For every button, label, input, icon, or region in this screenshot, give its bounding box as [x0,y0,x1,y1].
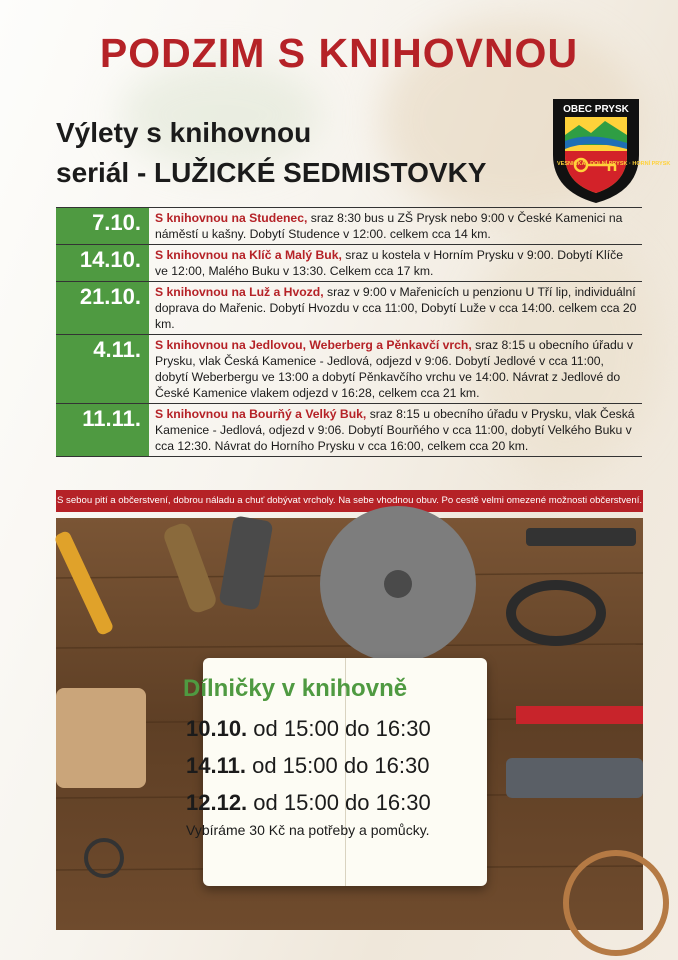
workshop-time: od 15:00 do 16:30 [253,790,431,815]
logo-ring-text: VESNIČKA · DOLNÍ PRYSK · HORNÍ PRYSK [557,161,671,167]
trip-details: sraz u kostela v Horním Prysku v 9:00. Dobytí Klíče ve 12:00, Malého Buku v 13:30. Celkem cca 17 km. [155,248,624,278]
trip-date: 7.10. [56,208,149,244]
workshop-session [186,753,429,779]
workshop-session [186,716,431,742]
trip-description [149,208,642,244]
trip-title: S knihovnou na Studenec, [155,211,308,225]
notice-bar: S sebou pití a občerstvení, dobrou náladu a chuť dobývat vrcholy. Na sebe vhodnou obuv. Po cestě velmi omezené možnosti občerstvení. [56,490,643,512]
chisel [526,528,636,546]
trip-title: S knihovnou na Luž a Hvozd, [155,285,324,299]
trip-date: 4.11. [56,335,149,403]
workshop-session [186,790,431,816]
trip-title: S knihovnou na Jedlovou, Weberberg a Pěnkavčí vrch, [155,338,472,352]
trip-date: 11.11. [56,404,149,456]
trip-title: S knihovnou na Bourňý a Velký Buk, [155,407,367,421]
obec-prysk-coat-of-arms-logo [549,95,671,207]
poster-title: PODZIM S KNIHOVNOU [99,30,579,76]
trip-date: 14.10. [56,245,149,281]
trip-row [56,335,642,404]
workshop-date: 10.10. [186,716,248,741]
trip-details: sraz v 9:00 v Mařenicích u penzionu U Tří lip, individuální doprava do Mařenic. Dobytí Hvozdu v cca 11:00, Dobytí Luže v cca 14:00. celkem cca 20 km. [155,285,637,331]
trip-details: sraz 8:15 u obecního úřadu v Prysku, vlak Česká Kamenice - Jedlová, odjezd v 9:06. Dobytí Bourňého v cca 11:00, dobytí Velkého Buku v cca 12:30. Návrat do Horního Prysku v cca 16:00, celkem cca 20 km. [155,407,635,453]
trip-description [149,282,642,334]
paint-brush [56,688,146,788]
trip-description [149,335,642,403]
svg-text:VESNIČKA · DOLNÍ PRYSK · HORNÍ [557,159,670,167]
workshop-time: od 15:00 do 16:30 [253,716,431,741]
trip-row [56,207,642,245]
subtitle-line-2: seriál - LUŽICKÉ SEDMISTOVKY [56,157,487,188]
trip-row [56,404,642,457]
trip-description [149,245,642,281]
logo-top-text: OBEC PRYSK [563,104,629,115]
trip-title: S knihovnou na Klíč a Malý Buk, [155,248,342,262]
trip-row [56,245,642,282]
workshops-title: Dílničky v knihovně [183,675,408,702]
workshop-date: 12.12. [186,790,248,815]
trip-description [149,404,642,456]
trip-date: 21.10. [56,282,149,334]
workshop-date: 14.11. [186,753,246,778]
trip-row [56,282,642,335]
trips-table [56,207,642,457]
workshop-time: od 15:00 do 16:30 [252,753,430,778]
workshops-note: Vybíráme 30 Kč na potřeby a pomůcky. [186,822,430,838]
trip-details: sraz 8:30 bus u ZŠ Prysk nebo 9:00 v České Kamenici na náměstí u kašny. Dobytí Studence v 12:00. celkem cca 14 km. [155,211,623,241]
trip-details: sraz 8:15 u obecního úřadu v Prysku, vlak Česká Kamenice - Jedlová, odjezd v 9:06. Dobytí Jedlové v cca 11:00, dobytí Weberbergu ve 13:00 a dobytí Pěnkavčího vrchu ve 14:00. Návrat z Jedlové do České Kamenice vlakem odjezd v 16:28, celkem cca 21 km. [155,338,634,400]
wrench [506,758,643,798]
subtitle-line-1: Výlety s knihovnou [56,117,312,148]
pencil [516,706,643,724]
